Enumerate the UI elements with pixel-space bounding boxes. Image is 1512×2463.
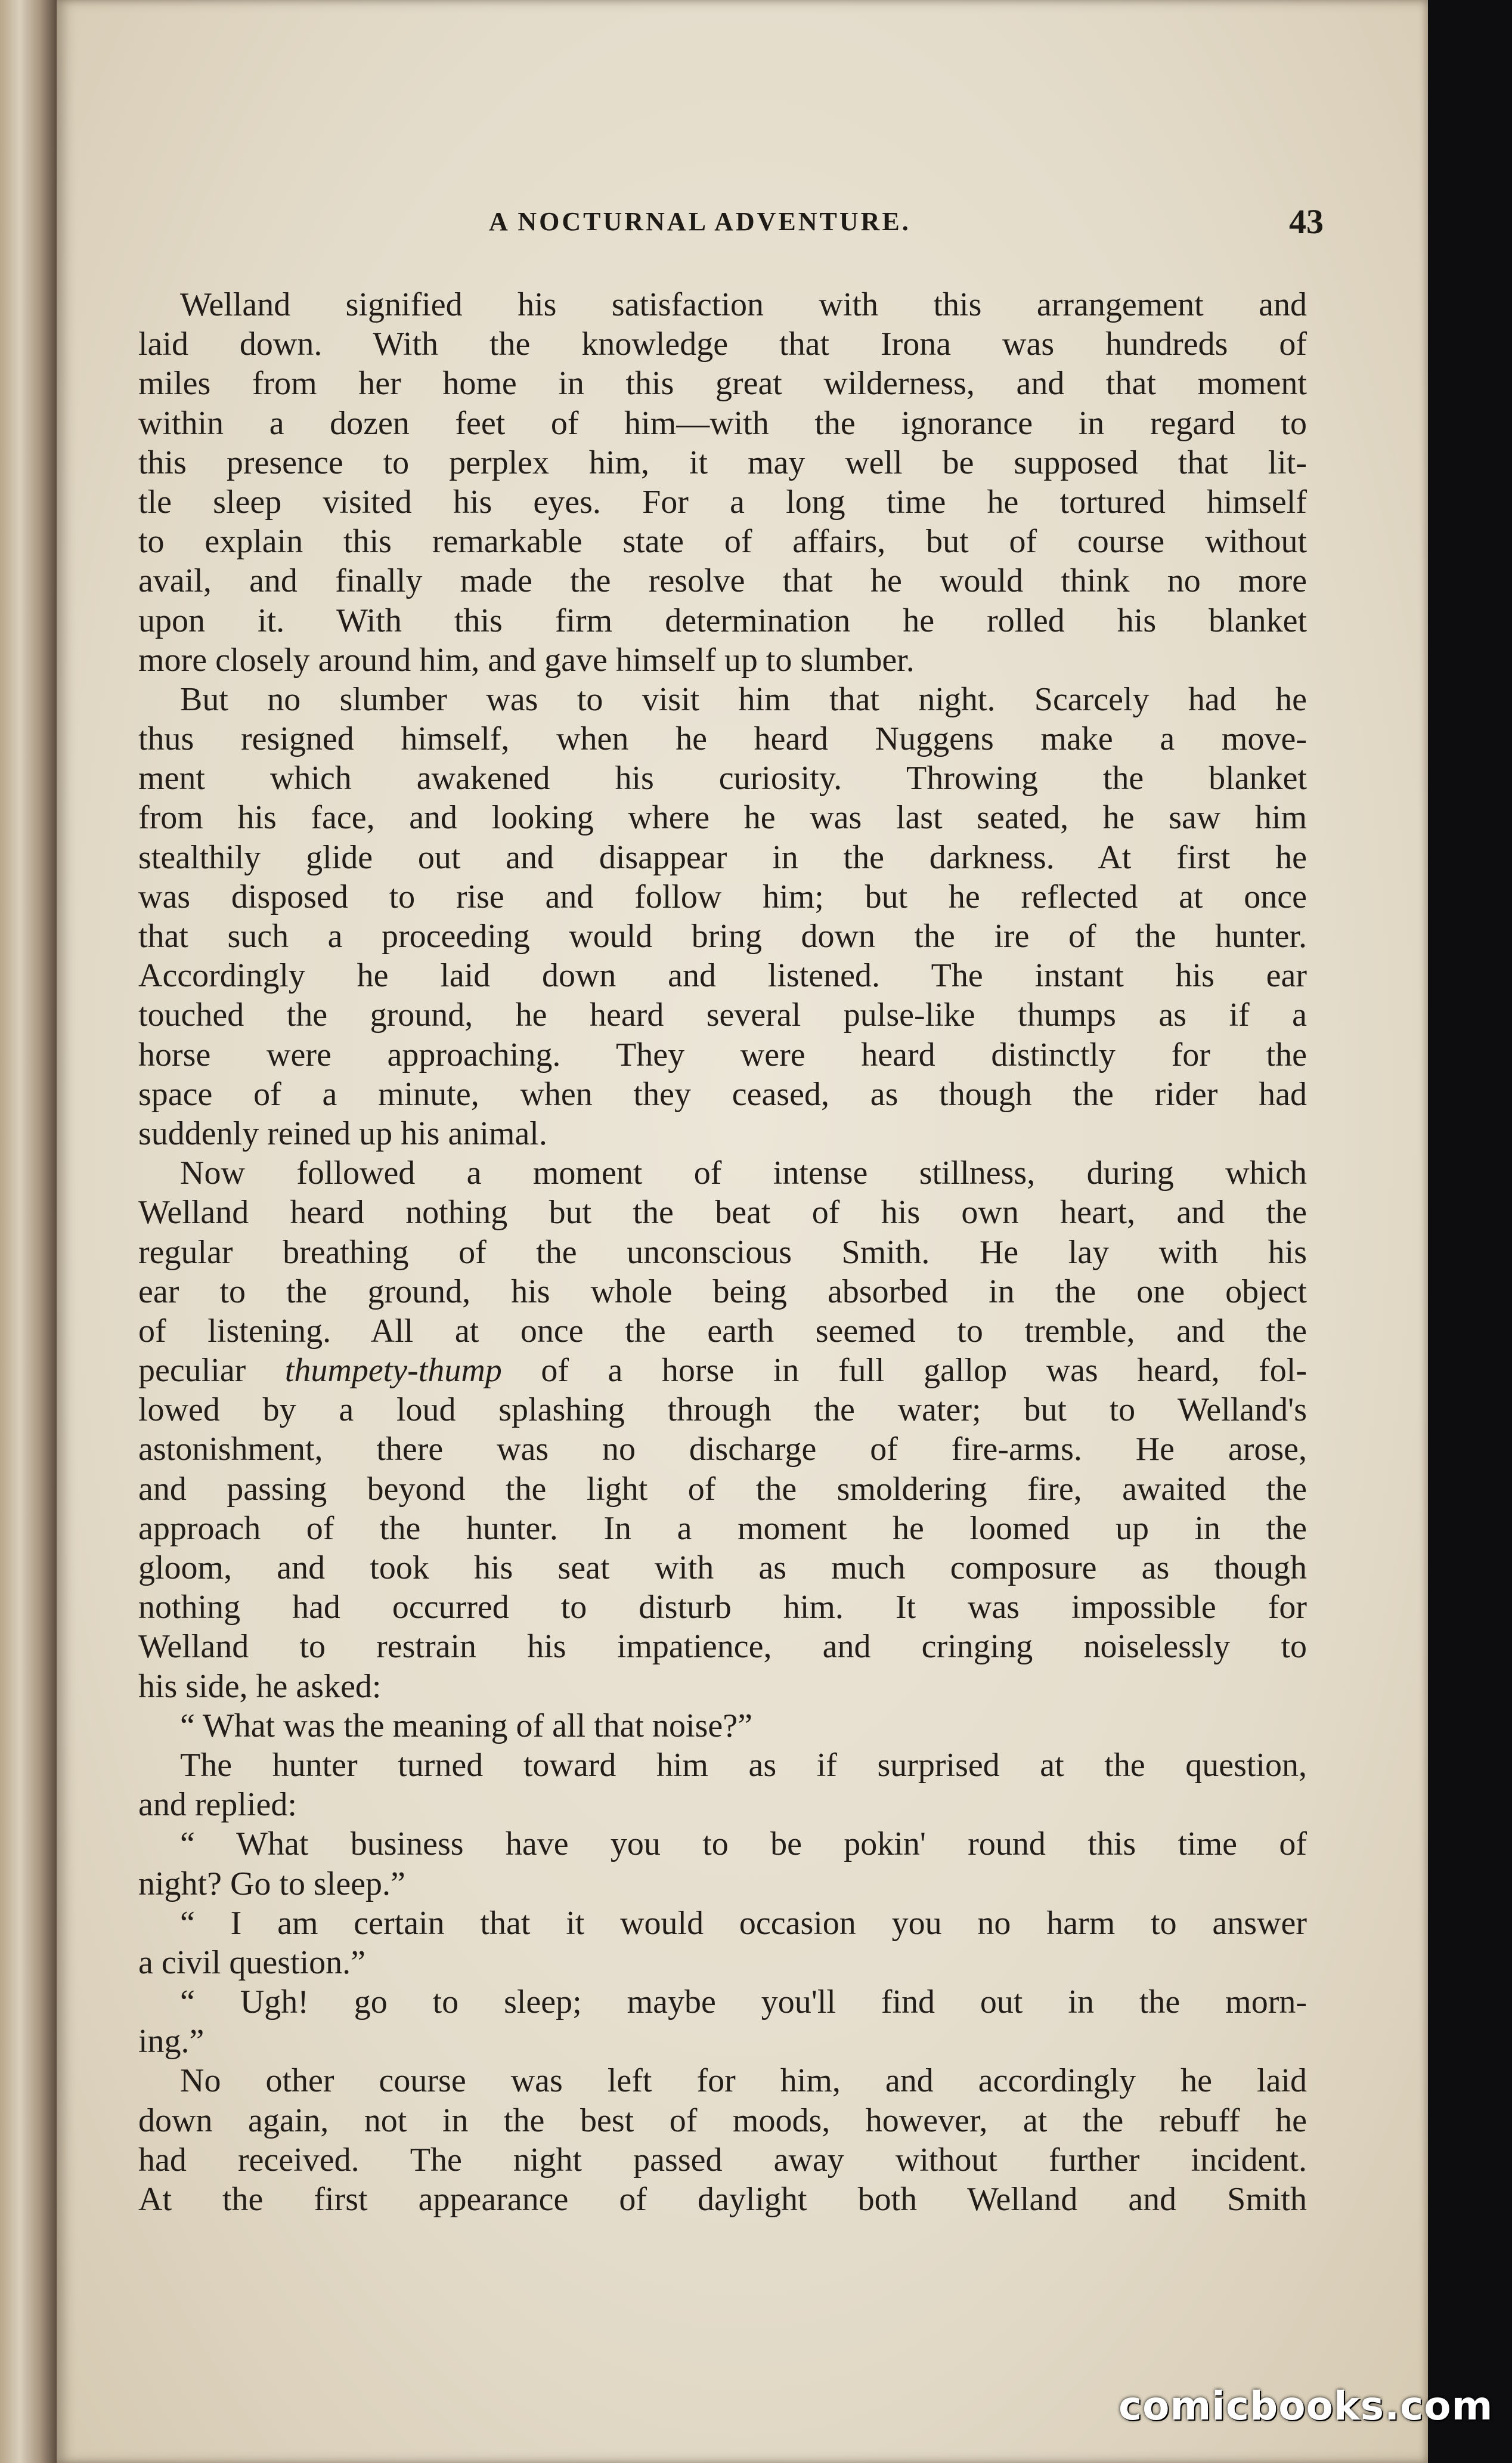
text-line: ear to the ground, his whole being absorbed in the one object — [138, 1273, 1307, 1310]
text-line: horse were approaching. They were heard distinctly for the — [138, 1036, 1307, 1073]
book-spine-edge — [0, 0, 57, 2463]
text-line: of listening. All at once the earth seemed to tremble, and the — [138, 1312, 1307, 1350]
text-line: The hunter turned toward him as if surprised at the question, — [180, 1746, 1307, 1784]
text-line: Now followed a moment of intense stillness, during which — [180, 1155, 1307, 1192]
text-line: touched the ground, he heard several pulse-like thumps as if a — [138, 997, 1307, 1034]
text-line: tle sleep visited his eyes. For a long time he tortured himself — [138, 483, 1307, 521]
text-line: gloom, and took his seat with as much composure as though — [138, 1549, 1307, 1586]
text-line: thus resigned himself, when he heard Nuggens make a move- — [138, 720, 1307, 758]
text-line: astonishment, there was no discharge of fire-arms. He arose, — [138, 1431, 1307, 1468]
text-line: Accordingly he laid down and listened. The instant his ear — [138, 957, 1307, 995]
text-line: laid down. With the knowledge that Irona was hundreds of — [138, 326, 1307, 363]
page-header — [215, 202, 1324, 249]
text-line: ment which awakened his curiosity. Throwing the blanket — [138, 760, 1307, 797]
text-line: to explain this remarkable state of affairs, but of course without — [138, 523, 1307, 561]
running-head: A NOCTURNAL ADVENTURE. — [489, 207, 911, 236]
text-line: Welland signified his satisfaction with this arrangement and — [180, 286, 1307, 323]
text-line: this presence to perplex him, it may well be supposed that lit- — [138, 444, 1307, 481]
watermark: comicbooks.com — [1118, 2383, 1494, 2429]
text-line: regular breathing of the unconscious Smith. He lay with his — [138, 1233, 1307, 1271]
page-number: 43 — [1289, 202, 1324, 241]
text-line: down again, not in the best of moods, however, at the rebuff he — [138, 2102, 1307, 2139]
text-line: “ What business have you to be pokin' round this time of — [180, 1825, 1307, 1863]
text-line: suddenly reined up his animal. — [138, 1115, 547, 1152]
text-line: avail, and finally made the resolve that he would think no more — [138, 562, 1307, 600]
text-line: within a dozen feet of him—with the ignorance in regard to — [138, 404, 1307, 442]
text-line: “ What was the meaning of all that noise?” — [180, 1707, 752, 1744]
text-line: Welland heard nothing but the beat of his own heart, and the — [138, 1194, 1307, 1232]
text-line: But no slumber was to visit him that night. Scarcely had he — [180, 680, 1307, 718]
text-line: was disposed to rise and follow him; but he reflected at once — [138, 878, 1307, 915]
text-line: “ Ugh! go to sleep; maybe you'll find out in the morn- — [180, 1984, 1307, 2021]
text-line: ing.” — [138, 2023, 205, 2060]
text-line: stealthily glide out and disappear in the darkness. At first he — [138, 838, 1307, 876]
text-line: more closely around him, and gave himself up to slumber. — [138, 641, 915, 679]
text-line: space of a minute, when they ceased, as though the rider had — [138, 1075, 1307, 1113]
body-text — [138, 285, 1307, 2219]
text-line: “ I am certain that it would occasion you no harm to answer — [180, 1904, 1307, 1942]
text-segment: peculiar — [138, 1352, 285, 1390]
text-line: approach of the hunter. In a moment he loomed up in the — [138, 1509, 1307, 1547]
text-line: a civil question.” — [138, 1944, 366, 1981]
text-line — [138, 1351, 1307, 1390]
italic-text-segment: thumpety-thump — [284, 1352, 502, 1390]
text-line: upon it. With this firm determination he rolled his blanket — [138, 602, 1307, 639]
text-line: that such a proceeding would bring down the ire of the hunter. — [138, 918, 1307, 955]
text-line: nothing had occurred to disturb him. It was impossible for — [138, 1589, 1307, 1626]
text-line: No other course was left for him, and accordingly he laid — [180, 2062, 1307, 2100]
text-line: Welland to restrain his impatience, and cringing noiselessly to — [138, 1628, 1307, 1666]
text-line: had received. The night passed away without further incident. — [138, 2141, 1307, 2179]
text-segment: of a horse in full gallop was heard, fol- — [501, 1352, 1307, 1390]
scan-background-edge — [1428, 0, 1512, 2463]
text-line: from his face, and looking where he was last seated, he saw him — [138, 799, 1307, 837]
text-line: night? Go to sleep.” — [138, 1865, 405, 1902]
text-line: miles from her home in this great wilderness, and that moment — [138, 365, 1307, 403]
text-line: lowed by a loud splashing through the water; but to Welland's — [138, 1391, 1307, 1429]
text-line: and replied: — [138, 1786, 297, 1824]
text-line: his side, he asked: — [138, 1667, 382, 1705]
text-line: and passing beyond the light of the smoldering fire, awaited the — [138, 1470, 1307, 1508]
text-line: At the first appearance of daylight both Welland and Smith — [138, 2181, 1307, 2218]
